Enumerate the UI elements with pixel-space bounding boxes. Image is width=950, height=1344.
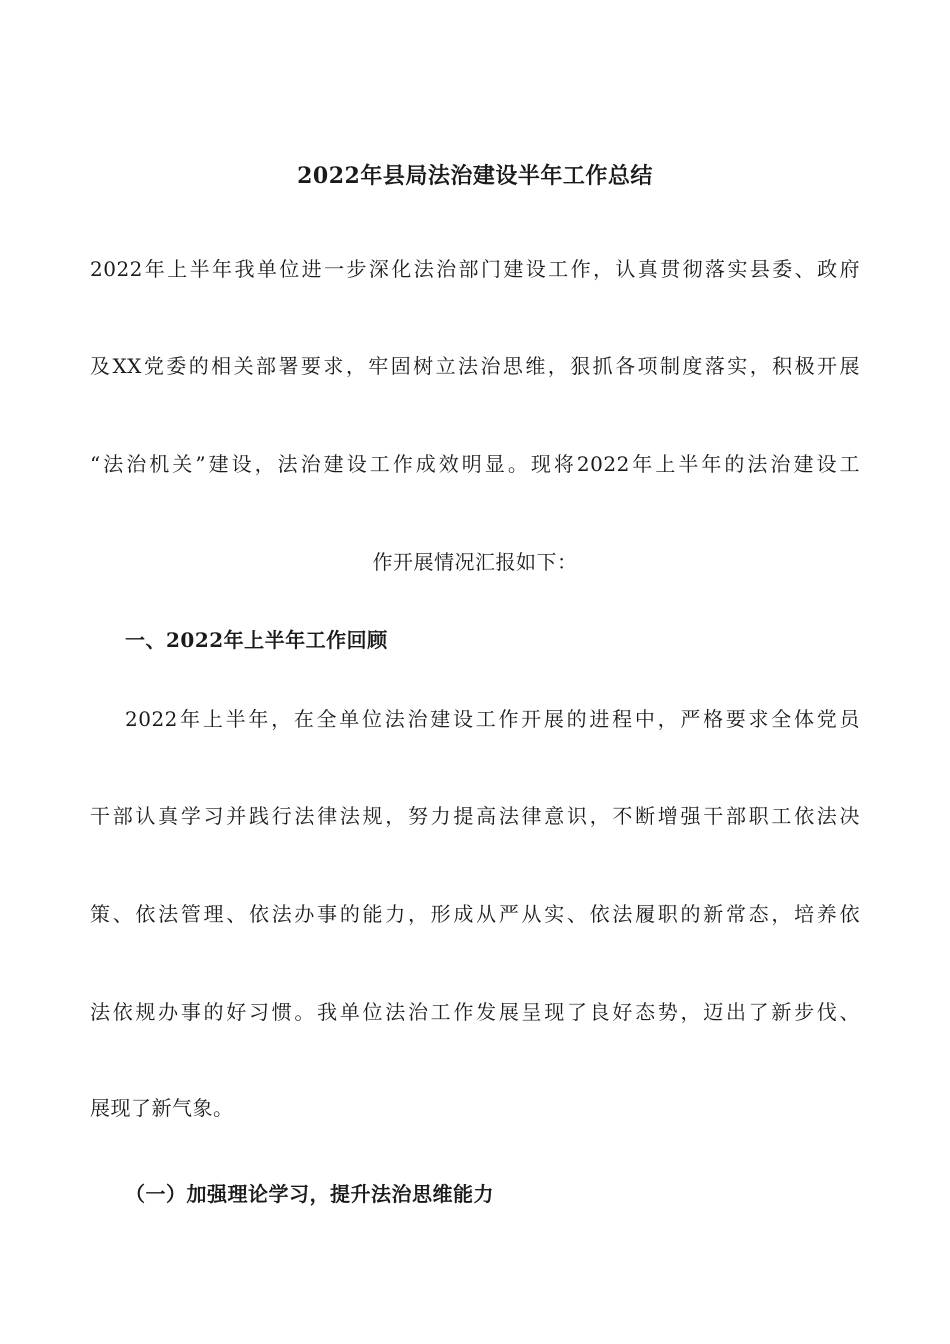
section1-line-4: 法依规办事的好习惯。我单位法治工作发展呈现了良好态势，迈出了新步伐、 bbox=[90, 1000, 860, 1024]
document-title: 2022年县局法治建设半年工作总结 bbox=[297, 163, 653, 189]
intro-line-2: 及XX党委的相关部署要求，牢固树立法治思维，狠抓各项制度落实，积极开展 bbox=[90, 354, 860, 378]
subsection-heading-1: （一）加强理论学习，提升法治思维能力 bbox=[125, 1182, 494, 1206]
section1-line-1: 2022年上半年，在全单位法治建设工作开展的进程中，严格要求全体党员 bbox=[125, 707, 860, 731]
section1-line-5: 展现了新气象。 bbox=[90, 1096, 234, 1120]
section1-line-2: 干部认真学习并践行法律法规，努力提高法律意识，不断增强干部职工依法决 bbox=[90, 804, 860, 828]
section1-line-3: 策、依法管理、依法办事的能力，形成从严从实、依法履职的新常态，培养依 bbox=[90, 902, 860, 926]
intro-line-3: “法治机关”建设，法治建设工作成效明显。现将2022年上半年的法治建设工 bbox=[90, 452, 860, 476]
intro-line-1: 2022年上半年我单位进一步深化法治部门建设工作，认真贯彻落实县委、政府 bbox=[90, 257, 860, 281]
section-heading-1: 一、2022年上半年工作回顾 bbox=[125, 628, 388, 652]
intro-line-4: 作开展情况汇报如下： bbox=[372, 550, 578, 574]
